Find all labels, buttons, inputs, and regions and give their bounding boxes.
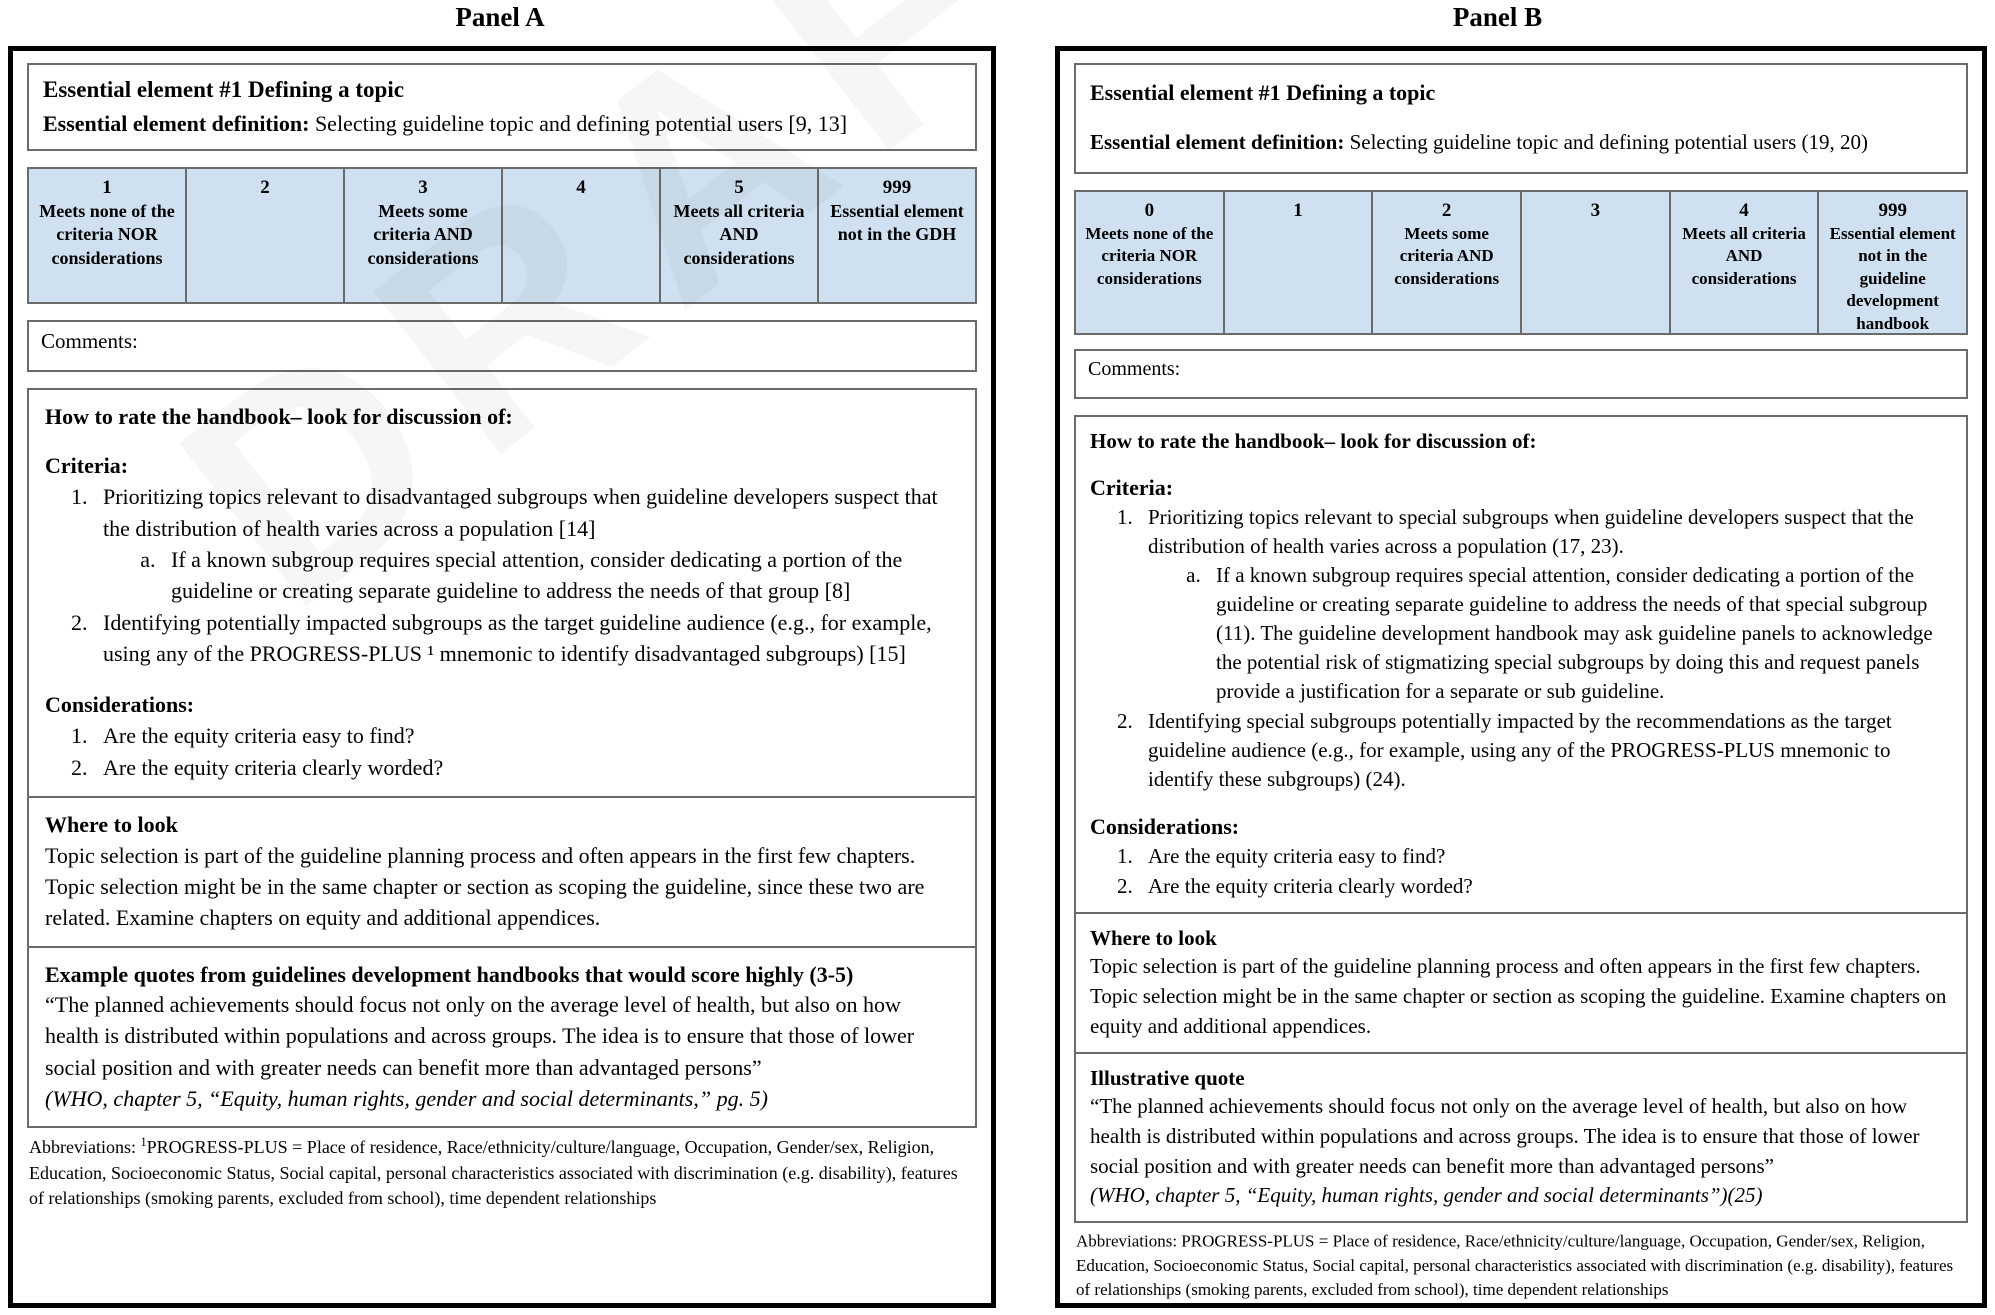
criteria-subitem: a. If a known subgroup requires special attention, consider dedicating a portion of the guideline or creating separate guideline to address the needs of that group [8] xyxy=(161,544,959,606)
abbreviations-text: PROGRESS-PLUS = Place of residence, Race/ethnicity/culture/language, Occupation, Gender/sex, Religion, Education, Socioeconomic Status, Social capital, personal characteristics associated with discrimination (e.g. disability), features of relationships (smoking parents, excluded from school), time dependent relationships xyxy=(29,1137,958,1209)
panel-b-how-to-rate-section xyxy=(1076,417,1966,914)
quote-source: (WHO, chapter 5, “Equity, human rights, gender and social determinants”)(25) xyxy=(1090,1183,1763,1208)
panel-b-definition-text: Selecting guideline topic and defining potential users (19, 20) xyxy=(1344,129,1869,154)
scale-cell-0[interactable] xyxy=(1076,192,1225,333)
panel-b-header-box xyxy=(1074,63,1968,174)
panel-a-quote-section xyxy=(29,948,975,1127)
panel-a xyxy=(8,46,996,1308)
scale-number: 2 xyxy=(260,176,270,198)
panel-a-comments-field[interactable] xyxy=(27,320,977,372)
criteria-item: 2. Identifying special subgroups potentially impacted by the recommendations as the target guideline audience (e.g., for example, using any of the PROGRESS-PLUS mnemonic to identify these subgroups) (24). xyxy=(1138,707,1952,794)
scale-number: 5 xyxy=(734,176,744,198)
consideration-item: 1. Are the equity criteria easy to find? xyxy=(93,720,959,751)
criteria-label: Criteria: xyxy=(1090,475,1174,501)
panel-b-quote-section xyxy=(1076,1054,1966,1222)
considerations-list xyxy=(1090,842,1952,901)
quote-source: (WHO, chapter 5, “Equity, human rights, gender and social determinants,” pg. 5) xyxy=(45,1085,768,1111)
panel-a-definition-label: Essential element definition: xyxy=(43,110,310,136)
scale-cell-4[interactable] xyxy=(503,169,661,302)
scale-cell-1[interactable] xyxy=(1225,192,1374,333)
panel-b-rating-scale xyxy=(1074,190,1968,335)
panel-a-how-to-rate-section xyxy=(29,390,975,799)
scale-cell-3[interactable] xyxy=(1522,192,1671,333)
scale-description: Meets none of the criteria NOR considerations xyxy=(39,200,175,269)
scale-description: Meets some criteria AND considerations xyxy=(1394,224,1500,288)
panel-a-abbreviations xyxy=(27,1128,977,1212)
scale-number: 1 xyxy=(1293,199,1303,221)
scale-number: 999 xyxy=(1878,199,1907,221)
panel-a-rating-scale xyxy=(27,167,977,304)
where-to-look-text: Topic selection is part of the guideline planning process and often appears in the first few chapters. Topic selection might be in the same chapter or section as scoping the guideline, since these two are related. Examine chapters on equity and additional appendices. xyxy=(45,842,925,931)
panel-a-title: Panel A xyxy=(455,2,545,32)
scale-description: Essential element not in the GDH xyxy=(830,200,964,245)
scale-description: Meets all criteria AND considerations xyxy=(1682,224,1806,288)
panel-b-element-title: Essential element #1 Defining a topic xyxy=(1090,80,1436,105)
scale-cell-2[interactable] xyxy=(187,169,345,302)
how-to-rate-heading: How to rate the handbook– look for discussion of: xyxy=(1090,428,1537,453)
scale-number: 0 xyxy=(1144,199,1155,221)
panel-b-element-definition xyxy=(1090,128,1954,156)
panel-b-comments-field[interactable] xyxy=(1074,349,1968,399)
scale-description: Essential element not in the guideline development handbook xyxy=(1829,224,1956,333)
criteria-list xyxy=(45,481,959,669)
panel-b-body xyxy=(1074,415,1968,1223)
abbreviations-label: Abbreviations: xyxy=(29,1137,136,1158)
quote-text: “The planned achievements should focus not only on the average level of health, but also on how health is distributed within populations and across groups. The idea is to ensure that those of lower social position and with greater needs can benefit more than advantaged persons” xyxy=(45,992,915,1080)
criteria-subitem: a. If a known subgroup requires special attention, consider dedicating a portion of the guideline or creating separate guideline to address the needs of that special subgroup (11). The guideline development handbook may ask guideline panels to acknowledge the potential risk of stigmatizing special subgroups by doing this and request panels provide a justification for a separate or sub guideline. xyxy=(1206,561,1952,706)
scale-description: Meets all criteria AND considerations xyxy=(673,200,805,269)
panel-b-title: Panel B xyxy=(1452,2,1543,32)
criteria-text: Prioritizing topics relevant to special subgroups when guideline developers suspect that the distribution of health varies across a population (17, 23). xyxy=(1148,505,1914,559)
abbreviations-label: Abbreviations: xyxy=(1076,1231,1178,1251)
considerations-label: Considerations: xyxy=(45,691,195,717)
considerations-label: Considerations: xyxy=(1090,813,1240,839)
abbreviations-text: PROGRESS-PLUS = Place of residence, Race/ethnicity/culture/language, Occupation, Gender/sex, Religion, Education, Socioeconomic Status, Social capital, personal characteristics associated with discrimination (e.g. disability), features of relationships (smoking parents, excluded from school), time dependent relationships xyxy=(1076,1231,1954,1300)
panel-a-element-definition xyxy=(43,109,963,139)
criteria-item xyxy=(93,481,959,606)
quote-heading: Illustrative quote xyxy=(1090,1065,1245,1090)
scale-number: 1 xyxy=(102,176,112,198)
scale-number: 4 xyxy=(576,176,586,198)
scale-number: 4 xyxy=(1739,199,1749,221)
scale-cell-1[interactable] xyxy=(29,169,187,302)
scale-cell-3[interactable] xyxy=(345,169,503,302)
scale-description: Meets none of the criteria NOR considerations xyxy=(1085,224,1214,288)
panel-a-definition-text: Selecting guideline topic and defining potential users [9, 13] xyxy=(309,110,848,136)
scale-number: 3 xyxy=(1590,199,1601,221)
comments-label: Comments: xyxy=(41,328,138,353)
scale-cell-2[interactable] xyxy=(1373,192,1522,333)
scale-number: 2 xyxy=(1441,199,1452,221)
scale-cell-5[interactable] xyxy=(661,169,819,302)
where-to-look-heading: Where to look xyxy=(1090,925,1217,950)
criteria-item: 2. Identifying potentially impacted subgroups as the target guideline audience (e.g., for example, using any of the PROGRESS-PLUS ¹ mnemonic to identify disadvantaged subgroups) [15] xyxy=(93,607,959,669)
quote-heading: Example quotes from guidelines development handbooks that would score highly (3-5) xyxy=(45,961,854,987)
where-to-look-heading: Where to look xyxy=(45,812,178,838)
criteria-label: Criteria: xyxy=(45,453,129,479)
panel-b-definition-label: Essential element definition: xyxy=(1090,129,1345,154)
criteria-item xyxy=(1138,503,1952,706)
panel-a-where-to-look-section xyxy=(29,798,975,947)
scale-cell-999[interactable] xyxy=(819,169,975,302)
quote-text: “The planned achievements should focus not only on the average level of health, but also on how health is distributed within populations and across groups. The idea is to ensure that those of lower social position and with greater needs can benefit more than advantaged persons” xyxy=(1090,1094,1920,1178)
considerations-list xyxy=(45,720,959,783)
abbreviations-superscript: 1 xyxy=(140,1135,147,1150)
criteria-list xyxy=(1090,503,1952,794)
scale-description: Meets some criteria AND considerations xyxy=(367,200,479,269)
scale-number: 3 xyxy=(418,176,428,198)
consideration-item: 2. Are the equity criteria clearly worded? xyxy=(93,752,959,783)
panel-a-element-title: Essential element #1 Defining a topic xyxy=(43,77,404,102)
panel-b xyxy=(1055,46,1987,1308)
scale-cell-4[interactable] xyxy=(1671,192,1820,333)
comments-label: Comments: xyxy=(1088,357,1181,380)
panel-a-body xyxy=(27,388,977,1129)
consideration-item: 1. Are the equity criteria easy to find? xyxy=(1138,842,1952,871)
how-to-rate-heading: How to rate the handbook– look for discussion of: xyxy=(45,403,513,429)
panel-b-abbreviations xyxy=(1074,1223,1968,1302)
criteria-sublist xyxy=(103,544,959,606)
criteria-text: Prioritizing topics relevant to disadvantaged subgroups when guideline developers suspect that the distribution of health varies across a population [14] xyxy=(103,484,938,541)
scale-cell-999[interactable] xyxy=(1819,192,1966,333)
consideration-item: 2. Are the equity criteria clearly worded? xyxy=(1138,872,1952,901)
criteria-sublist xyxy=(1148,561,1952,706)
where-to-look-text: Topic selection is part of the guideline planning process and often appears in the first few chapters. Topic selection might be in the same chapter or section as scoping the guideline. Examine chapters on equity and additional appendices. xyxy=(1090,954,1947,1038)
panel-b-where-to-look-section xyxy=(1076,914,1966,1054)
panel-a-header-box xyxy=(27,63,977,151)
scale-number: 999 xyxy=(882,176,912,198)
